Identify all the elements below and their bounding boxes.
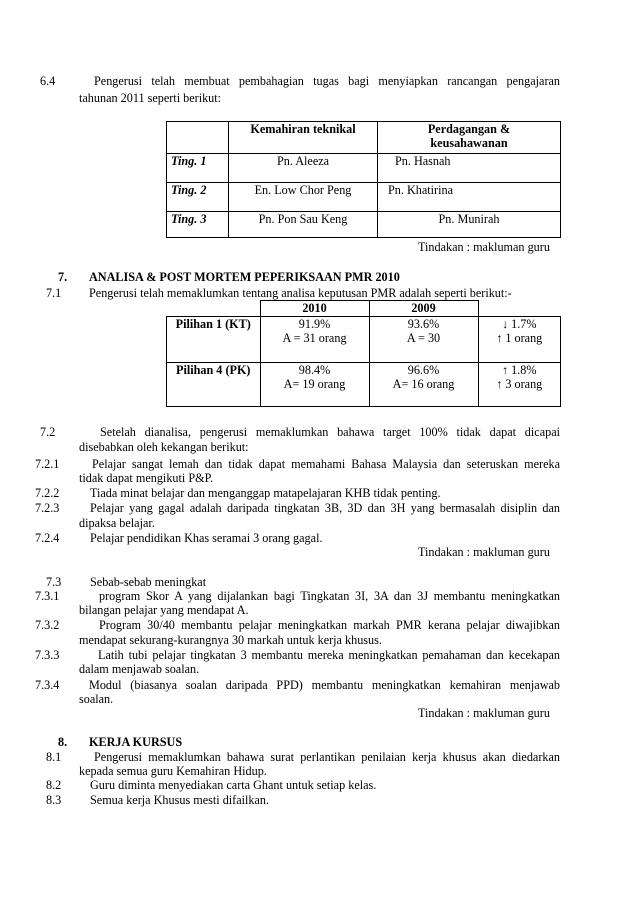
table-cell: Pn. Pon Sau Keng bbox=[229, 212, 378, 238]
item-number: 7.3.4 bbox=[35, 678, 60, 692]
row-label: Pilihan 4 (PK) bbox=[167, 363, 261, 407]
paragraph-line: Pelajar pendidikan Khas seramai 3 orang gagal. bbox=[90, 531, 323, 545]
cell-line: ↑ 3 orang bbox=[496, 377, 543, 391]
paragraph-line: bilangan pelajar yang mendapat A. bbox=[79, 603, 249, 617]
table-cell bbox=[478, 363, 561, 407]
tindakan-note: Tindakan : makluman guru bbox=[418, 240, 550, 254]
paragraph-line: dalam menjawab soalan. bbox=[79, 662, 200, 676]
paragraph-line: tidak dapat mengikuti P&P. bbox=[79, 471, 214, 485]
table-cell: En. Low Chor Peng bbox=[229, 183, 378, 212]
pmr-analysis-table bbox=[166, 300, 561, 407]
item-number: 7.3.1 bbox=[35, 589, 60, 603]
table-row bbox=[167, 183, 561, 212]
section-number: 8. bbox=[58, 735, 68, 749]
paragraph-line: Pengerusi telah memaklumkan tentang analisa keputusan PMR adalah seperti berikut:- bbox=[89, 286, 512, 300]
table-cell bbox=[260, 363, 369, 407]
paragraph-line: Modul (biasanya soalan daripada PPD) membantu meningkatkan kemahiran menjawab bbox=[89, 678, 560, 692]
section-number: 7.2 bbox=[40, 425, 56, 439]
paragraph-line: kepada semua guru Kemahiran Hidup. bbox=[79, 764, 267, 778]
section-number: 6.4 bbox=[40, 74, 56, 88]
paragraph-line: Pelajar sangat lemah dan tidak dapat memahami Bahasa Malaysia dan seteruskan mereka bbox=[92, 457, 560, 471]
paragraph-line: Tiada minat belajar dan menganggap matapelajaran KHB tidak penting. bbox=[90, 486, 441, 500]
row-label: Pilihan 1 (KT) bbox=[167, 317, 261, 363]
table-cell bbox=[369, 363, 478, 407]
paragraph-line: Pelajar yang gagal adalah daripada tingkatan 3B, 3D dan 3H yang bermasalah disiplin dan bbox=[90, 501, 560, 515]
table-row bbox=[167, 212, 561, 238]
item-number: 7.3.3 bbox=[35, 648, 60, 662]
header-line: keusahawanan bbox=[430, 136, 508, 150]
cell-line: ↓ 1.7% bbox=[501, 317, 537, 331]
table-header: 2009 bbox=[369, 301, 478, 317]
row-label: Ting. 1 bbox=[167, 154, 229, 183]
table-corner-cell bbox=[167, 301, 261, 317]
table-corner-cell bbox=[478, 301, 561, 317]
section-number: 8.2 bbox=[46, 778, 62, 792]
cell-line: ↑ 1 orang bbox=[496, 331, 543, 345]
item-number: 7.2.1 bbox=[35, 457, 60, 471]
section-number: 8.1 bbox=[46, 750, 62, 764]
assignment-table bbox=[166, 121, 561, 238]
item-number: 7.3.2 bbox=[35, 618, 60, 632]
section-number: 8.3 bbox=[46, 793, 62, 807]
tindakan-note: Tindakan : makluman guru bbox=[418, 706, 550, 720]
cell-line: A = 31 orang bbox=[282, 331, 347, 345]
section-number: 7. bbox=[58, 270, 68, 284]
tindakan-note: Tindakan : makluman guru bbox=[418, 545, 550, 559]
paragraph-line: Semua kerja Khusus mesti difailkan. bbox=[90, 793, 270, 807]
cell-line: A= 19 orang bbox=[283, 377, 346, 391]
paragraph-line: tahunan 2011 seperti berikut: bbox=[79, 91, 222, 105]
cell-line: A = 30 bbox=[406, 331, 441, 345]
table-cell: Pn. Khatirina bbox=[378, 183, 561, 212]
paragraph-line: mendapat sekurang-kurangnya 30 markah untuk kerja khusus. bbox=[79, 633, 382, 647]
cell-line: 93.6% bbox=[407, 317, 440, 331]
item-number: 7.2.4 bbox=[35, 531, 60, 545]
item-number: 7.2.2 bbox=[35, 486, 60, 500]
paragraph-line: Setelah dianalisa, pengerusi memaklumkan bahawa target 100% tidak dapat dicapai bbox=[100, 425, 560, 439]
cell-line: A= 16 orang bbox=[392, 377, 455, 391]
table-cell: Pn. Aleeza bbox=[229, 154, 378, 183]
section-number: 7.1 bbox=[46, 286, 62, 300]
paragraph-line: Pengerusi telah membuat pembahagian tugas bagi menyiapkan rancangan pengajaran bbox=[94, 74, 560, 88]
paragraph-line: Pengerusi memaklumkan bahawa surat perlantikan penilaian kerja khusus akan diedarkan bbox=[94, 750, 560, 764]
section-number: 7.3 bbox=[46, 575, 62, 589]
table-header bbox=[378, 122, 561, 154]
item-number: 7.2.3 bbox=[35, 501, 60, 515]
table-cell: Pn. Hasnah bbox=[378, 154, 561, 183]
table-cell: Pn. Munirah bbox=[378, 212, 561, 238]
table-corner-cell bbox=[167, 122, 229, 154]
cell-line: 96.6% bbox=[407, 363, 440, 377]
table-cell bbox=[478, 317, 561, 363]
paragraph-line: Sebab-sebab meningkat bbox=[90, 575, 207, 589]
paragraph-line: Guru diminta menyediakan carta Ghant untuk setiap kelas. bbox=[90, 778, 377, 792]
table-cell bbox=[369, 317, 478, 363]
table-row bbox=[167, 363, 561, 407]
paragraph-line: disebabkan oleh kekangan berikut: bbox=[79, 440, 249, 454]
section-title: KERJA KURSUS bbox=[89, 735, 183, 749]
paragraph-line: soalan. bbox=[79, 692, 114, 706]
paragraph-line: Latih tubi pelajar tingkatan 3 membantu mereka meningkatkan pemahaman dan kecekapan bbox=[98, 648, 560, 662]
paragraph-line: program Skor A yang dijalankan bagi Tingkatan 3I, 3A dan 3J membantu meningkatkan bbox=[99, 589, 560, 603]
table-header: 2010 bbox=[260, 301, 369, 317]
cell-line: ↑ 1.8% bbox=[501, 363, 537, 377]
table-row bbox=[167, 154, 561, 183]
row-label: Ting. 3 bbox=[167, 212, 229, 238]
paragraph-line: Program 30/40 membantu pelajar meningkatkan markah PMR kerana pelajar diwajibkan bbox=[99, 618, 560, 632]
cell-line: 98.4% bbox=[298, 363, 331, 377]
header-line: Perdagangan & bbox=[427, 122, 511, 136]
table-row bbox=[167, 317, 561, 363]
row-label: Ting. 2 bbox=[167, 183, 229, 212]
cell-line: 91.9% bbox=[298, 317, 331, 331]
section-title: ANALISA & POST MORTEM PEPERIKSAAN PMR 2010 bbox=[89, 270, 400, 284]
table-cell bbox=[260, 317, 369, 363]
table-header: Kemahiran teknikal bbox=[229, 122, 378, 154]
paragraph-line: dipaksa belajar. bbox=[79, 516, 155, 530]
